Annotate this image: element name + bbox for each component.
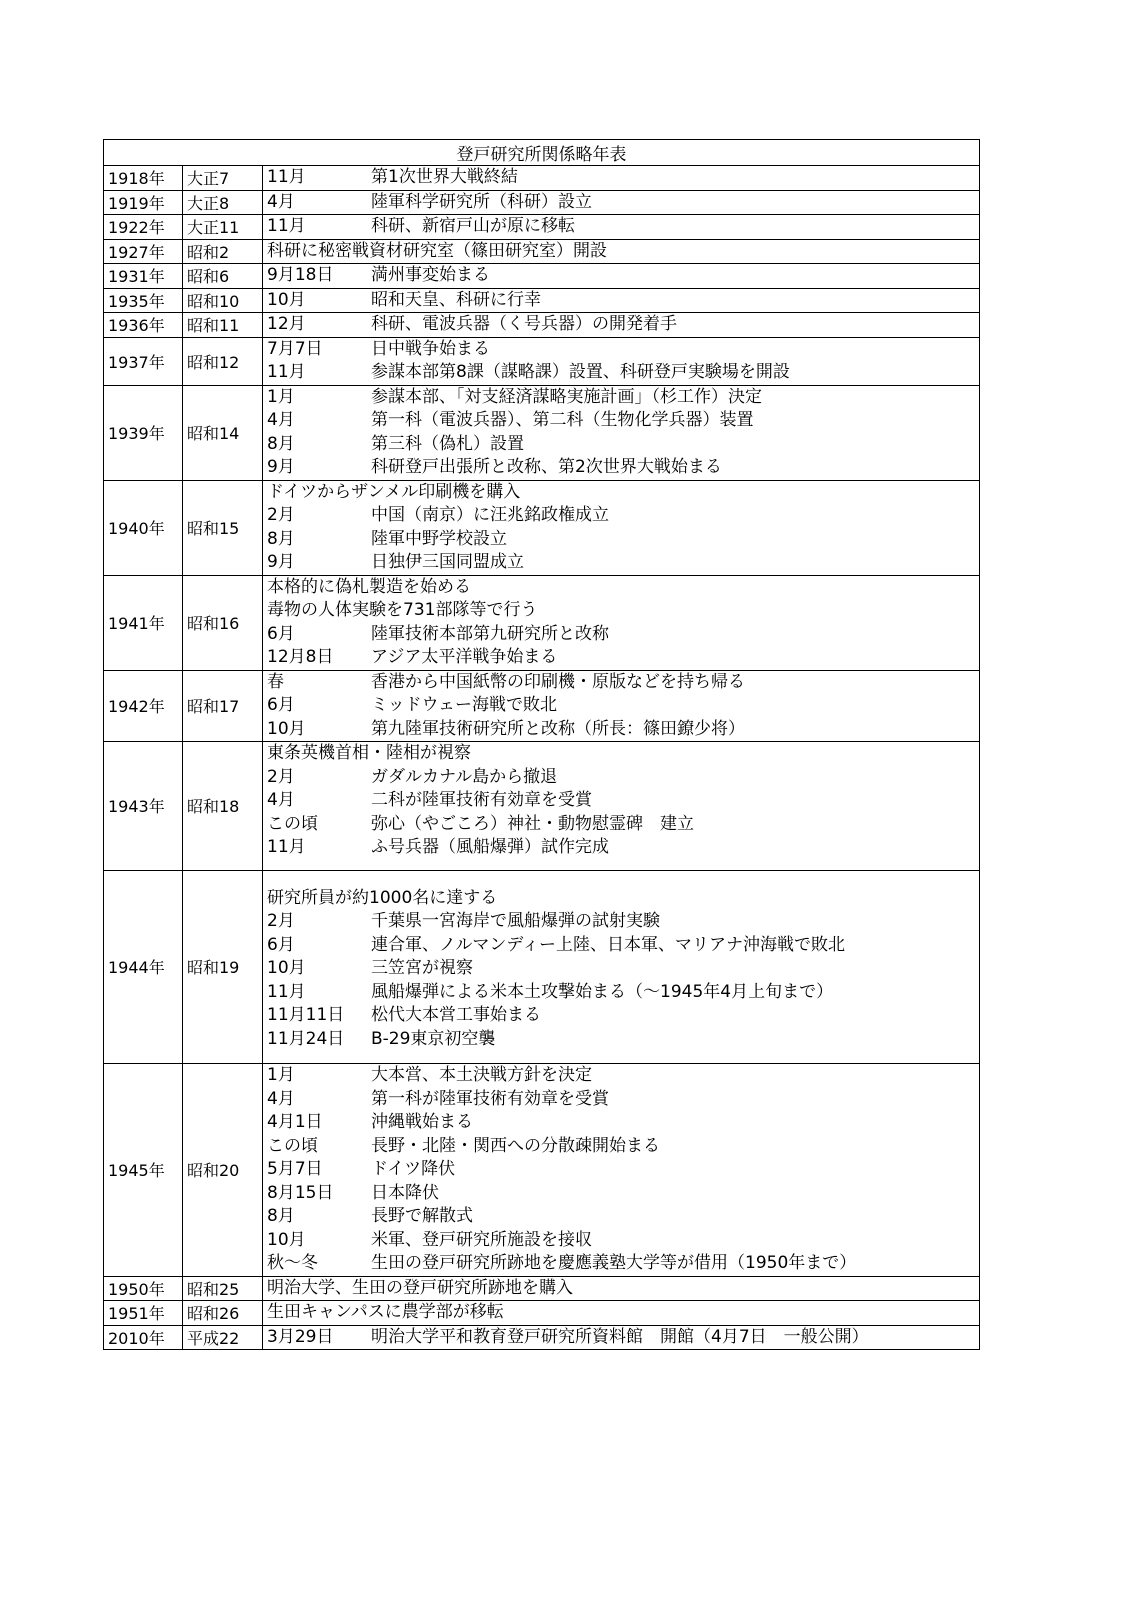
event-text: 千葉県一宮海岸で風船爆弾の試射実験 xyxy=(371,911,660,931)
event-date: 10月 xyxy=(267,958,306,978)
events-cell xyxy=(263,337,980,385)
event-line xyxy=(267,742,975,766)
event-text: 第三科（偽札）設置 xyxy=(371,433,524,454)
event-line xyxy=(267,289,975,313)
events-cell xyxy=(263,575,980,670)
era-cell: 昭和18 xyxy=(183,742,263,871)
event-date: 11月 xyxy=(267,167,306,187)
event-line xyxy=(267,789,975,813)
event-date: 5月7日 xyxy=(267,1159,323,1179)
event-line xyxy=(267,836,975,860)
event-line xyxy=(267,504,975,528)
event-text: 参謀本部、「対支経済謀略実施計画」（杉工作）決定 xyxy=(371,386,762,407)
event-line xyxy=(267,166,975,190)
era-cell: 昭和15 xyxy=(183,480,263,575)
year-cell: 1935年 xyxy=(104,288,183,313)
chronology-body xyxy=(104,140,980,1350)
chronology-table xyxy=(103,139,980,1350)
event-line xyxy=(267,1088,975,1112)
event-text: 科研、電波兵器（く号兵器）の開発着手 xyxy=(371,314,677,334)
event-text: 風船爆弾による米本土攻撃始まる（～1945年4月上旬まで） xyxy=(371,981,834,1002)
event-date: 春 xyxy=(267,671,284,692)
event-text: 東条英機首相・陸相が視察 xyxy=(267,743,471,763)
event-date: 2月 xyxy=(267,766,295,787)
event-date: 秋～冬 xyxy=(267,1253,318,1273)
event-date: 4月 xyxy=(267,191,295,212)
year-cell: 1951年 xyxy=(104,1301,183,1326)
event-line xyxy=(267,1182,975,1206)
event-date: 10月 xyxy=(267,718,306,739)
era-cell: 昭和6 xyxy=(183,264,263,289)
table-title: 登戸研究所関係略年表 xyxy=(104,140,980,166)
year-cell: 1939年 xyxy=(104,385,183,480)
event-line xyxy=(267,1111,975,1135)
table-row xyxy=(104,190,980,215)
event-line xyxy=(267,1158,975,1182)
event-text: 研究所員が約1000名に達する xyxy=(267,887,498,908)
event-line xyxy=(267,1004,975,1028)
era-cell: 昭和19 xyxy=(183,870,263,1064)
event-line xyxy=(267,1326,975,1350)
event-line xyxy=(267,1277,975,1301)
year-cell: 1927年 xyxy=(104,239,183,264)
events-cell xyxy=(263,742,980,871)
era-cell: 大正7 xyxy=(183,166,263,191)
events-cell xyxy=(263,190,980,215)
event-date: 6月 xyxy=(267,623,295,644)
table-row xyxy=(104,742,980,871)
event-line xyxy=(267,1205,975,1229)
event-date: この頃 xyxy=(267,813,318,834)
event-text: ガダルカナル島から撤退 xyxy=(371,766,558,787)
event-text: 満州事変始まる xyxy=(371,265,490,285)
event-line xyxy=(267,338,975,362)
era-cell: 昭和2 xyxy=(183,239,263,264)
table-row xyxy=(104,870,980,1064)
event-date: 9月 xyxy=(267,457,295,477)
events-cell xyxy=(263,288,980,313)
table-row xyxy=(104,1301,980,1326)
event-date: 8月 xyxy=(267,528,295,549)
year-cell: 1950年 xyxy=(104,1276,183,1301)
event-date: 12月 xyxy=(267,314,306,334)
table-row xyxy=(104,337,980,385)
event-text: 陸軍技術本部第九研究所と改称 xyxy=(371,623,609,644)
event-line xyxy=(267,313,975,337)
table-row xyxy=(104,1325,980,1350)
table-row xyxy=(104,670,980,742)
event-text: 沖縄戦始まる xyxy=(371,1112,473,1132)
event-line xyxy=(267,623,975,647)
event-text: 米軍、登戸研究所施設を接収 xyxy=(371,1229,592,1250)
events-cell xyxy=(263,1301,980,1326)
event-text: 陸軍中野学校設立 xyxy=(371,528,507,549)
event-date: 4月 xyxy=(267,410,295,430)
event-date: 9月 xyxy=(267,552,295,572)
events-cell xyxy=(263,870,980,1064)
event-text: 松代大本営工事始まる xyxy=(371,1005,541,1025)
events-cell xyxy=(263,1276,980,1301)
event-date: 8月 xyxy=(267,1206,295,1226)
event-line xyxy=(267,910,975,934)
event-text: 日中戦争始まる xyxy=(371,338,490,359)
event-line xyxy=(267,1229,975,1253)
events-cell xyxy=(263,166,980,191)
event-text: 日独伊三国同盟成立 xyxy=(371,552,524,572)
year-cell: 1941年 xyxy=(104,575,183,670)
event-line xyxy=(267,813,975,837)
year-cell: 1936年 xyxy=(104,313,183,338)
event-date: 3月29日 xyxy=(267,1326,334,1347)
event-date: 11月 xyxy=(267,981,306,1002)
event-text: 明治大学、生田の登戸研究所跡地を購入 xyxy=(267,1277,573,1298)
event-date: この頃 xyxy=(267,1135,318,1156)
events-cell xyxy=(263,313,980,338)
events-cell xyxy=(263,670,980,742)
event-text: 明治大学平和教育登戸研究所資料館 開館（4月7日 一般公開） xyxy=(371,1326,869,1347)
event-text: 昭和天皇、科研に行幸 xyxy=(371,289,541,310)
event-line xyxy=(267,599,975,623)
events-cell xyxy=(263,480,980,575)
event-line xyxy=(267,646,975,670)
year-cell: 1931年 xyxy=(104,264,183,289)
event-line xyxy=(267,551,975,575)
event-date: 11月11日 xyxy=(267,1005,345,1025)
year-cell: 1943年 xyxy=(104,742,183,871)
year-cell: 1937年 xyxy=(104,337,183,385)
event-line xyxy=(267,981,975,1005)
event-text: ミッドウェー海戦で敗北 xyxy=(371,695,557,715)
event-date: 9月18日 xyxy=(267,265,334,285)
title-row xyxy=(104,140,980,166)
event-line xyxy=(267,1135,975,1159)
event-date: 11月 xyxy=(267,216,306,236)
table-row xyxy=(104,166,980,191)
era-cell: 昭和10 xyxy=(183,288,263,313)
table-row xyxy=(104,215,980,240)
event-text: 長野で解散式 xyxy=(371,1206,473,1226)
event-line xyxy=(267,240,975,264)
event-date: 11月 xyxy=(267,362,306,382)
year-cell: 1940年 xyxy=(104,480,183,575)
event-text: ふ号兵器（風船爆弾）試作完成 xyxy=(371,837,609,857)
year-cell: 1919年 xyxy=(104,190,183,215)
event-line xyxy=(267,1064,975,1088)
event-line xyxy=(267,576,975,600)
era-cell: 昭和25 xyxy=(183,1276,263,1301)
era-cell: 昭和26 xyxy=(183,1301,263,1326)
event-text: 香港から中国紙幣の印刷機・原版などを持ち帰る xyxy=(371,671,745,692)
event-text: アジア太平洋戦争始まる xyxy=(371,647,558,667)
event-line xyxy=(267,481,975,505)
event-line xyxy=(267,264,975,288)
event-date: 12月8日 xyxy=(267,647,334,667)
table-row xyxy=(104,1064,980,1277)
events-cell xyxy=(263,1325,980,1350)
event-text: 第1次世界大戦終結 xyxy=(371,167,518,187)
event-text: ドイツからザンメル印刷機を購入 xyxy=(267,481,521,502)
event-line xyxy=(267,386,975,410)
event-date: 4月 xyxy=(267,1088,295,1109)
event-line xyxy=(267,694,975,718)
event-line xyxy=(267,766,975,790)
event-text: B-29東京初空襲 xyxy=(371,1028,496,1049)
event-text: ドイツ降伏 xyxy=(371,1159,456,1179)
event-date: 11月24日 xyxy=(267,1028,345,1049)
event-date: 10月 xyxy=(267,289,306,310)
event-text: 日本降伏 xyxy=(371,1182,439,1203)
event-date: 6月 xyxy=(267,934,295,955)
event-date: 8月 xyxy=(267,433,295,454)
events-cell xyxy=(263,215,980,240)
event-text: 科研登戸出張所と改称、第2次世界大戦始まる xyxy=(371,457,722,477)
era-cell: 昭和17 xyxy=(183,670,263,742)
events-cell xyxy=(263,385,980,480)
event-date: 1月 xyxy=(267,1065,295,1085)
era-cell: 大正11 xyxy=(183,215,263,240)
event-line xyxy=(267,433,975,457)
event-text: 科研、新宿戸山が原に移転 xyxy=(371,216,575,236)
event-line xyxy=(267,1301,975,1325)
event-date: 6月 xyxy=(267,695,295,715)
table-row xyxy=(104,313,980,338)
era-cell: 昭和11 xyxy=(183,313,263,338)
event-date: 2月 xyxy=(267,911,295,931)
event-text: 第九陸軍技術研究所と改称（所長：篠田鐐少将） xyxy=(371,718,745,739)
event-line xyxy=(267,409,975,433)
year-cell: 1922年 xyxy=(104,215,183,240)
events-cell xyxy=(263,1064,980,1277)
event-line xyxy=(267,1252,975,1276)
event-line xyxy=(267,887,975,911)
event-line xyxy=(267,215,975,239)
table-row xyxy=(104,385,980,480)
event-text: 大本営、本土決戦方針を決定 xyxy=(371,1065,592,1085)
table-row xyxy=(104,480,980,575)
era-cell: 昭和20 xyxy=(183,1064,263,1277)
event-line xyxy=(267,934,975,958)
event-text: 生田の登戸研究所跡地を慶應義塾大学等が借用（1950年まで） xyxy=(371,1253,857,1273)
year-cell: 1944年 xyxy=(104,870,183,1064)
era-cell: 昭和16 xyxy=(183,575,263,670)
event-date: 8月15日 xyxy=(267,1182,334,1203)
event-date: 4月 xyxy=(267,790,295,810)
event-text: 参謀本部第8課（謀略課）設置、科研登戸実験場を開設 xyxy=(371,362,790,382)
event-line xyxy=(267,191,975,215)
event-line xyxy=(267,957,975,981)
event-date: 10月 xyxy=(267,1229,306,1250)
event-text: 連合軍、ノルマンディー上陸、日本軍、マリアナ沖海戦で敗北 xyxy=(371,934,845,955)
year-cell: 1945年 xyxy=(104,1064,183,1277)
events-cell xyxy=(263,239,980,264)
event-text: 長野・北陸・関西への分散疎開始まる xyxy=(371,1135,660,1156)
table-row xyxy=(104,239,980,264)
event-line xyxy=(267,528,975,552)
event-text: 二科が陸軍技術有効章を受賞 xyxy=(371,790,592,810)
event-date: 4月1日 xyxy=(267,1112,323,1132)
year-cell: 2010年 xyxy=(104,1325,183,1350)
event-text: 毒物の人体実験を731部隊等で行う xyxy=(267,600,538,620)
event-text: 科研に秘密戦資材研究室（篠田研究室）開設 xyxy=(267,240,607,261)
table-row xyxy=(104,264,980,289)
event-text: 生田キャンパスに農学部が移転 xyxy=(267,1302,504,1322)
events-cell xyxy=(263,264,980,289)
event-date: 1月 xyxy=(267,386,295,407)
event-text: 陸軍科学研究所（科研）設立 xyxy=(371,191,592,212)
event-date: 11月 xyxy=(267,837,306,857)
table-row xyxy=(104,288,980,313)
era-cell: 昭和14 xyxy=(183,385,263,480)
event-text: 中国（南京）に汪兆銘政権成立 xyxy=(371,505,609,525)
era-cell: 昭和12 xyxy=(183,337,263,385)
event-line xyxy=(267,361,975,385)
table-row xyxy=(104,1276,980,1301)
event-date: 7月7日 xyxy=(267,338,323,359)
event-text: 第一科が陸軍技術有効章を受賞 xyxy=(371,1088,609,1109)
year-cell: 1918年 xyxy=(104,166,183,191)
table-row xyxy=(104,575,980,670)
event-text: 第一科（電波兵器）、第二科（生物化学兵器）装置 xyxy=(371,410,754,430)
event-line xyxy=(267,671,975,695)
era-cell: 平成22 xyxy=(183,1325,263,1350)
event-line xyxy=(267,1028,975,1052)
era-cell: 大正8 xyxy=(183,190,263,215)
event-line xyxy=(267,718,975,742)
event-text: 弥心（やごころ）神社・動物慰霊碑 建立 xyxy=(371,813,694,834)
event-line xyxy=(267,456,975,480)
event-date: 2月 xyxy=(267,505,295,525)
event-text: 三笠宮が視察 xyxy=(371,958,473,978)
year-cell: 1942年 xyxy=(104,670,183,742)
event-text: 本格的に偽札製造を始める xyxy=(267,576,471,597)
